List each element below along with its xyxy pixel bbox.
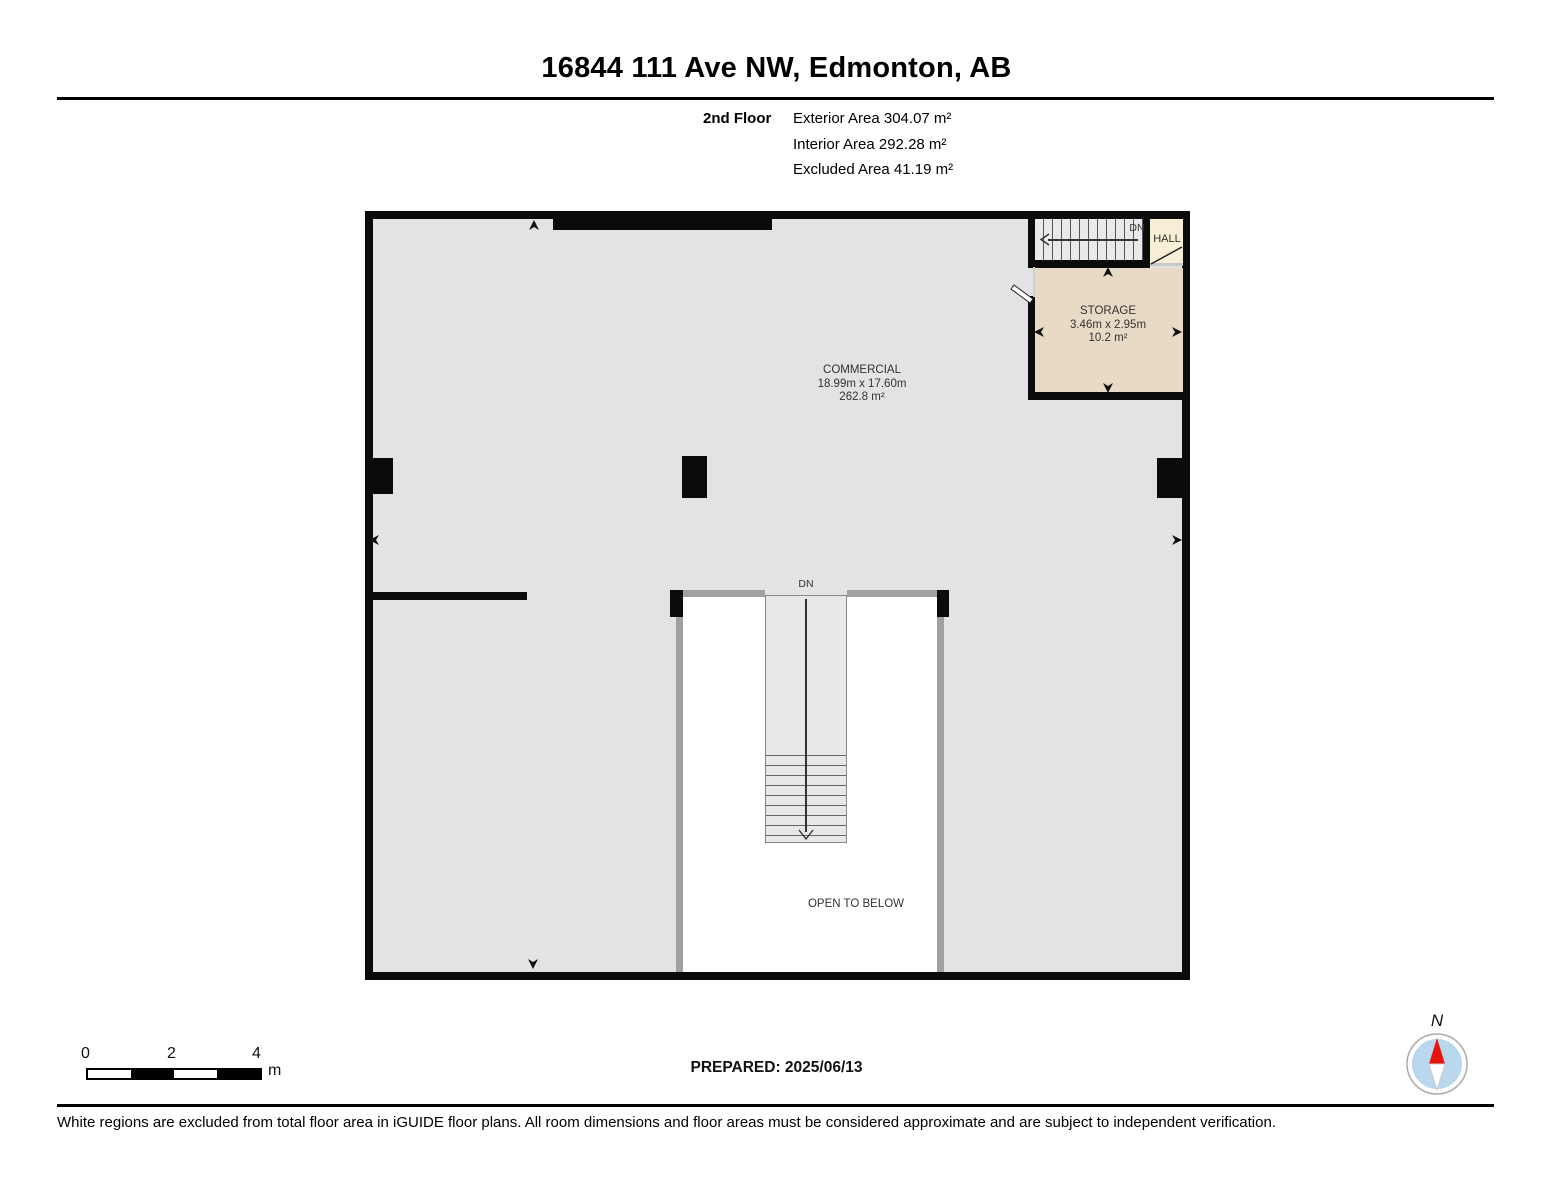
excluded-area: Excluded Area 41.19 m² bbox=[793, 161, 954, 178]
storage-bottom-wall bbox=[1028, 392, 1190, 400]
commercial-dimension-arrow-left bbox=[369, 534, 379, 546]
hall-label: HALL bbox=[1153, 233, 1181, 245]
stairwell-right-post bbox=[937, 590, 949, 617]
interior-area: Interior Area 292.28 m² bbox=[793, 136, 947, 153]
right-wall-pillar bbox=[1157, 458, 1183, 498]
header-divider bbox=[57, 97, 1494, 100]
scale-unit: m bbox=[268, 1062, 282, 1079]
commercial-area: 262.8 m² bbox=[839, 391, 885, 404]
commercial-dimension-arrow-right bbox=[1172, 534, 1182, 546]
storage-dimension-arrow-down bbox=[1102, 383, 1114, 393]
left-wall-pillar bbox=[365, 458, 393, 494]
floor-label-text: 2nd Floor bbox=[703, 110, 772, 127]
disclaimer-text: White regions are excluded from total floor area in iGUIDE floor plans. All room dimensions and floor areas must be considered approximate and are subject to independent verification. bbox=[57, 1114, 1276, 1131]
storage-labels bbox=[1038, 305, 1178, 346]
center-wall-pillar bbox=[682, 456, 707, 498]
hall-door-leaf bbox=[1150, 245, 1184, 266]
stairwell-right-wall bbox=[937, 590, 944, 972]
open-to-below-label: OPEN TO BELOW bbox=[807, 898, 905, 910]
stairwell-top-left-wall bbox=[683, 590, 765, 597]
commercial-name: COMMERCIAL bbox=[823, 364, 901, 376]
page-title: 16844 111 Ave NW, Edmonton, AB bbox=[541, 52, 1012, 84]
upper-stairs-dn-label: DN bbox=[1129, 222, 1145, 234]
floor-label bbox=[703, 110, 771, 127]
compass-north-letter: N bbox=[1430, 1011, 1444, 1030]
staircase-bottom-wall bbox=[1028, 260, 1150, 268]
storage-left-wall bbox=[1028, 296, 1035, 396]
upper-staircase-arrowhead bbox=[1041, 234, 1050, 245]
storage-area: 10.2 m² bbox=[1088, 332, 1128, 345]
central-staircase-arrowhead bbox=[799, 830, 813, 840]
commercial-labels bbox=[782, 364, 942, 405]
commercial-dimension-arrow-up bbox=[528, 220, 540, 230]
stairwell-top-right-wall bbox=[847, 590, 937, 597]
storage-dimension-arrow-right bbox=[1172, 326, 1182, 338]
commercial-dimension-arrow-down bbox=[527, 959, 539, 969]
exterior-area: Exterior Area 304.07 m² bbox=[793, 110, 952, 127]
prepared-date: PREPARED: 2025/06/13 bbox=[690, 1059, 863, 1076]
storage-dimensions: 3.46m x 2.95m bbox=[1069, 318, 1147, 331]
upper-staircase-direction-line bbox=[1048, 239, 1138, 241]
storage-name: STORAGE bbox=[1079, 305, 1137, 317]
storage-door-leaf bbox=[1009, 283, 1036, 306]
storage-dimension-arrow-left bbox=[1034, 326, 1044, 338]
storage-dimension-arrow-up bbox=[1102, 267, 1114, 277]
scale-tick-4: 4 bbox=[252, 1045, 261, 1062]
central-stairs-dn-label: DN bbox=[798, 578, 814, 590]
stairwell-left-post bbox=[670, 590, 683, 617]
stairwell-left-wall bbox=[676, 590, 683, 972]
commercial-dimensions: 18.99m x 17.60m bbox=[817, 377, 907, 390]
scale-tick-2: 2 bbox=[167, 1045, 176, 1062]
top-thick-wall bbox=[553, 211, 772, 230]
compass bbox=[1405, 1004, 1469, 1098]
footer-divider bbox=[57, 1104, 1494, 1107]
interior-wall-stub bbox=[365, 592, 527, 600]
central-staircase-direction-line bbox=[805, 599, 807, 832]
scale-tick-0: 0 bbox=[81, 1045, 90, 1062]
